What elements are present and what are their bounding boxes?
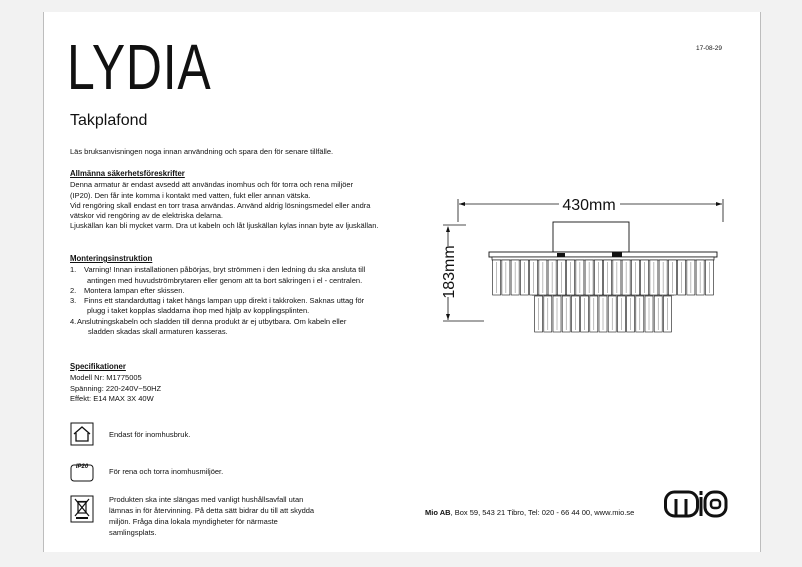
crossed-bin-icon	[70, 495, 94, 523]
ip20-icon	[70, 461, 94, 485]
step-number: 1.	[70, 265, 77, 275]
step-text: Montera lampan efter skissen.	[84, 285, 185, 295]
mounting-section	[70, 254, 450, 337]
upper-crystal-ring	[493, 260, 714, 295]
step-text: Anslutningskabeln och sladden till denna produkt är ej utbytbara. Om kabeln eller	[77, 316, 347, 326]
weee-row	[70, 495, 315, 537]
intro-text: Läs bruksanvisningen noga innan användning och spara den för senare tillfälle.	[70, 147, 334, 156]
weee-line: Produkten ska inte slängas med vanligt hushållsavfall utan	[109, 495, 304, 504]
ip20-text: För rena och torra inomhusmiljöer.	[109, 467, 224, 476]
weee-line: samlingsplats.	[109, 528, 157, 537]
step-number: 4.	[70, 316, 77, 326]
spec-power: Effekt: E14 MAX 3X 40W	[70, 393, 154, 403]
step-text-cont: plugg i taket kopplas sladdarna ihop med hjälp av kopplingsplinten.	[87, 306, 310, 316]
width-dimension-label: 430mm	[562, 197, 616, 214]
product-title: LYDIA	[67, 31, 212, 103]
document-date: 17-08-29	[696, 45, 723, 52]
footer-address	[425, 508, 634, 517]
lamp-drawing-svg	[436, 192, 736, 342]
spec-model: Modell Nr: M1775005	[70, 373, 142, 383]
step-text-cont: antingen med huvudströmbrytaren eller genom att ta bort säkringen i el - centralen.	[87, 275, 363, 285]
mounting-heading: Monteringsinstruktion	[70, 254, 153, 263]
step-text-cont: sladden skadas skall armaturen kasseras.	[88, 327, 228, 337]
ip20-row	[70, 461, 224, 485]
mounting-step	[70, 317, 450, 338]
mio-logo-mark	[664, 489, 728, 519]
mounting-steps	[70, 265, 450, 337]
document-page	[43, 12, 761, 552]
weee-line: lämnas in för återvinning. På detta sätt bidrar du till att skydda	[109, 506, 315, 515]
safety-line: Vid rengöring skall endast en torr trasa användas. Använd aldrig lösningsmedel eller andra	[70, 200, 371, 210]
specs-heading: Specifikationer	[70, 362, 126, 371]
lamp-drawing	[436, 192, 736, 347]
mounting-step	[70, 296, 450, 317]
indoor-row	[70, 422, 191, 446]
step-text: Varning! Innan installationen påbörjas, bryt strömmen i den ledning du ska ansluta till	[84, 265, 366, 275]
indoor-text: Endast för inomhusbruk.	[109, 430, 191, 439]
step-number: 2.	[70, 285, 77, 295]
specs-section	[70, 362, 450, 404]
safety-line: Denna armatur är endast avsedd att användas inomhus och för torra och rena miljöer	[70, 180, 354, 190]
lower-crystal-ring	[535, 296, 672, 332]
weee-line: miljön. Fråga dina lokala myndigheter för närmaste	[109, 517, 278, 526]
company-name: Mio AB	[425, 508, 451, 517]
height-dimension-label: 183mm	[441, 245, 458, 299]
weee-text	[109, 494, 349, 538]
step-number: 3.	[70, 296, 77, 306]
safety-line: (IP20). Den får inte komma i kontakt med vatten, fukt eller annan vätska.	[70, 190, 311, 200]
safety-line: vätskor vid rengöring av de elektriska delarna.	[70, 211, 223, 221]
safety-line: Ljuskällan kan bli mycket varm. Dra ut kabeln och låt ljuskällan kylas innan byte av ljuskällan.	[70, 221, 379, 231]
mio-logo	[664, 489, 728, 524]
step-text: Finns ett standarduttag i taket hängs lampan upp direkt i takkroken. Saknas uttag för	[84, 296, 365, 306]
safety-section	[70, 169, 450, 232]
safety-heading: Allmänna säkerhetsföreskrifter	[70, 169, 185, 178]
spec-voltage: Spänning: 220-240V~50HZ	[70, 383, 162, 393]
house-icon	[70, 422, 94, 446]
mounting-step	[70, 265, 450, 286]
company-address: , Box 59, 543 21 Tibro, Tel: 020 - 66 44 00, www.mio.se	[450, 508, 635, 517]
mounting-step	[70, 286, 450, 296]
product-subtitle: Takplafond	[70, 112, 148, 129]
ip20-label: IP20	[75, 464, 89, 470]
